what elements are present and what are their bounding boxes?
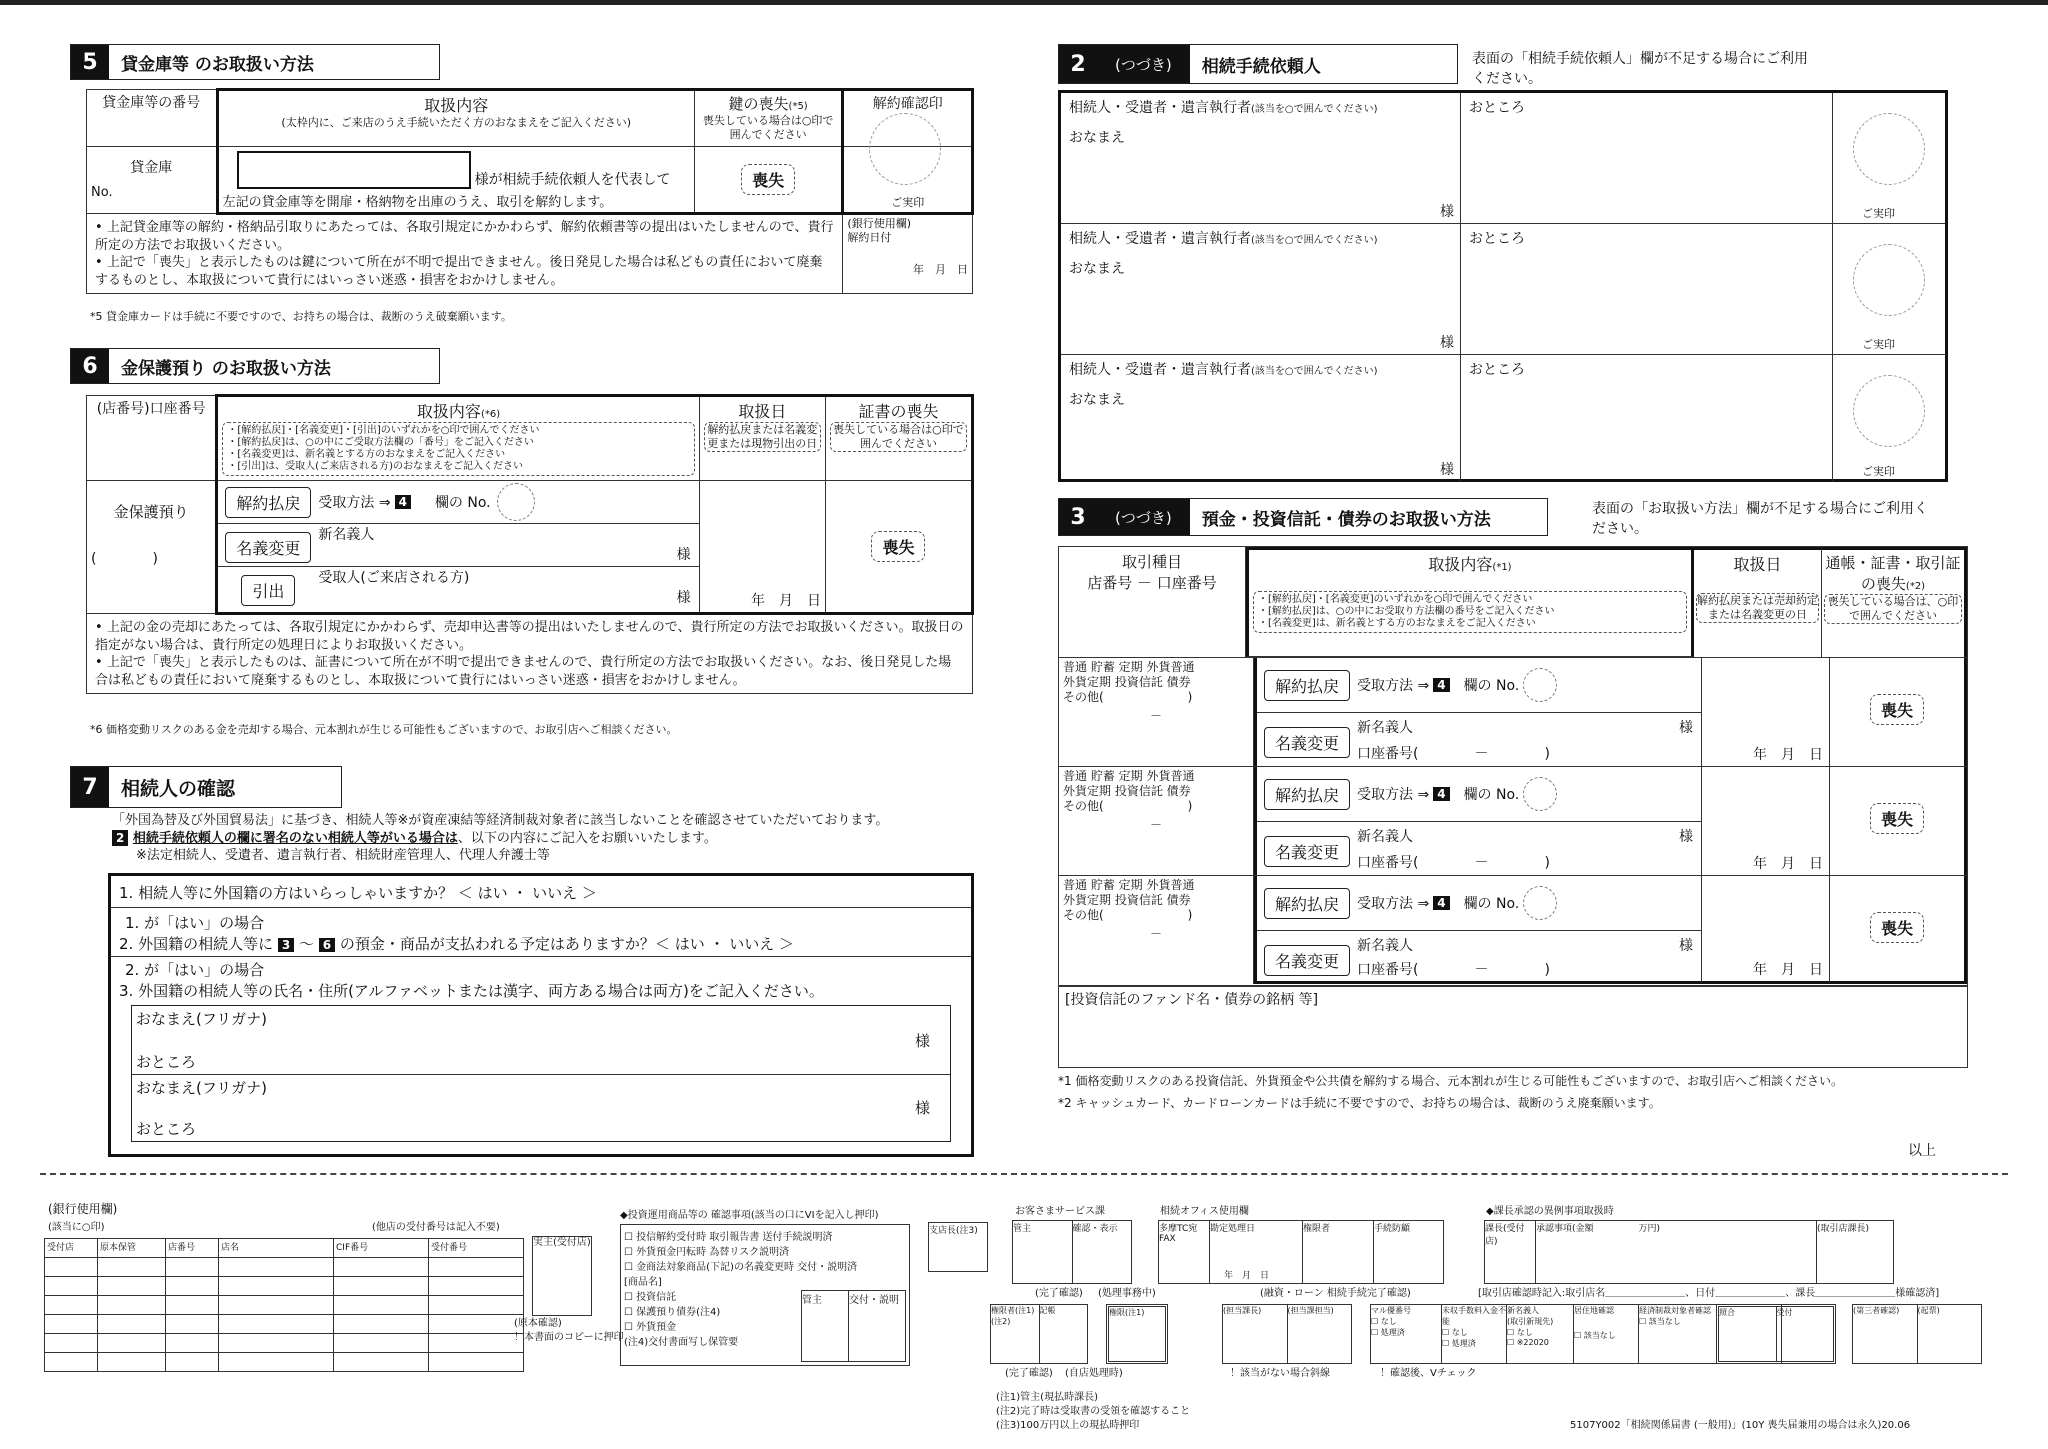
fund-name-field[interactable]: [投資信託のファンド名・債券の銘柄 等] — [1058, 986, 1968, 1068]
row-gold-label: 金保護預り ( ) — [87, 481, 217, 614]
section-3-side-note: 表面の「お取扱い方法」欄が不足する場合にご利用ください。 — [1592, 501, 1928, 537]
workflow-auth: 権限者(注1)(注2) 記帳 — [990, 1304, 1088, 1364]
workflow-authority: 権限(注1) — [1106, 1304, 1168, 1364]
lost-mark[interactable]: 喪失 — [871, 531, 925, 562]
workflow-checks: マル優番号 ☐ なし ☐ 処理済 未収手数料入金不能 ☐ なし ☐ 処理済 新名義人 (取引新規先) ☐ なし ☐ ※22020 居住地確認 ☐ 該当なし 経済制裁対象者確認 ☐ 該当なし — [1370, 1304, 1782, 1364]
section-7-intro: 「外国為替及び外国貿易法」に基づき、相続人等※が資産凍結等経済制裁対象者に該当しないことを確認させていただいております。 2 相続手続依頼人の欄に署名のない相続人等がいる場合は、以下の内容にご記入をお願いいたします。 ※法定相続人、受遺者、遺言執行者、相続財産管理人、代理人弁護士等 — [112, 813, 889, 864]
section-5-header — [70, 44, 440, 80]
section-number: 5 — [71, 45, 109, 79]
col-box-number: 貸金庫等の番号 — [87, 90, 218, 147]
bank-use-cell: (銀行使用欄) 解約日付 年 月 日 — [843, 214, 973, 294]
cs-box: 管主 確認・表示 — [1012, 1220, 1132, 1284]
bank-note-1: (注1)管主(現払時課長) — [996, 1392, 1098, 1403]
cut-line — [40, 1173, 2008, 1175]
foreign-heir-entry[interactable]: おなまえ(フリガナ) 様 おところ — [132, 1006, 950, 1075]
section-2-side-note: 表面の「相続手続依頼人」欄が不足する場合にご利用ください。 — [1472, 51, 1808, 87]
foreign-heir-entries — [131, 1005, 951, 1142]
section-title: 相続人の確認 — [121, 777, 236, 800]
bank-use-title: (銀行使用欄) — [48, 1202, 118, 1216]
receive-no-field[interactable] — [497, 483, 535, 521]
footnote-5: *5 貸金庫カードは手続に不要ですので、お持ちの場合は、裁断のうえ破棄願います。 — [90, 310, 512, 323]
section-number: 7 — [71, 767, 109, 807]
branch-head-box: 支店長(注3) — [928, 1222, 988, 1272]
workflow-manager: (担当課長) (担当課担当) — [1222, 1304, 1352, 1364]
applicant-row[interactable]: 相続人・受遺者・遺言執行者(該当を○で囲んでください) おなまえ 様 おところ ご実印 — [1061, 355, 1945, 481]
section-3-header: 3 (つづき) 預金・投資信託・債券のお取扱い方法 — [1058, 498, 1548, 536]
section-7-header — [70, 766, 342, 808]
applicant-row[interactable]: 相続人・受遺者・遺言執行者(該当を○で囲んでください) おなまえ 様 おところ ご実印 — [1061, 224, 1945, 355]
option-cancel-refund[interactable]: 解約払戻 — [225, 487, 311, 518]
footnote-3-2: *2 キャッシュカード、カードローンカードは手続に不要ですので、お持ちの場合は、裁断のうえ廃棄願います。 — [1058, 1096, 1661, 1110]
workflow-verify: 照合 受付 — [1716, 1304, 1836, 1364]
cancel-stamp-cell: ご実印 — [843, 147, 973, 214]
option-withdraw[interactable]: 引出 — [241, 575, 295, 606]
section-title: 金保護預り のお取扱い方法 — [121, 358, 331, 379]
section-6-header — [70, 348, 440, 384]
applicant-list — [1058, 90, 1948, 482]
office-box: 多摩TC宛FAX 勘定処理日 年 月 日 権限者 手続防顧 — [1158, 1220, 1444, 1284]
section-title: 貸金庫等 のお取扱い方法 — [121, 54, 314, 75]
section-2-header: 2 (つづき) 相続手続依頼人 — [1058, 44, 1458, 84]
bank-note-3: (注3)100万円以上の現払時押印 — [996, 1420, 1140, 1431]
transaction-row[interactable]: 普通 貯蓄 定期 外貨普通 外貨定期 投資信託 債券 その他( ) － 解約払戻 受取方法 ⇒ 4 欄の No. 名義変更 新名義人 様 口座番号( － ) 年 月 日 喪失 — [1059, 767, 1967, 876]
end-mark: 以上 — [1908, 1143, 1936, 1159]
representative-name-field[interactable] — [237, 151, 471, 189]
exception-box: 課長(受付店) 承認事項(金額 万円) (取引店課長) — [1484, 1220, 1894, 1284]
applicant-row[interactable]: 相続人・受遺者・遺言執行者(該当を○で囲んでください) おなまえ 様 おところ ご実印 — [1061, 93, 1945, 224]
date-cell[interactable]: 年 月 日 — [699, 481, 825, 614]
top-border — [0, 0, 2048, 5]
investment-check-box: ◆投資運用商品等の 確認事項(該当の口にVIを記入し押印) ☐ 投信解約受付時 取引報告書 送付手続説明済 ☐ 外貨預金円転時 為替リスク説明済 ☐ 金商法対象商品(下記)の名義変更時 交付・説明済 [商品名] ☐ 投資信託 ☐ 保護預り債券(注4) ☐ 外貨預金 (注4)交付書面写し保管要 管主 交付・説明 — [620, 1206, 910, 1386]
safe-deposit-table — [86, 88, 974, 294]
stamp-circle — [869, 113, 941, 185]
col-cancel-stamp: 解約確認印 — [843, 90, 973, 147]
transaction-row[interactable]: 普通 貯蓄 定期 外貨普通 外貨定期 投資信託 債券 その他( ) － 解約払戻 受取方法 ⇒ 4 欄の No. 名義変更 新名義人 様 口座番号( － ) 年 月 日 喪失 — [1059, 658, 1967, 767]
row-box-label: 貸金庫 No. — [87, 147, 218, 214]
col-cert-lost: 証書の喪失 喪失している場合は○印で囲んでください — [825, 396, 972, 481]
footnote-3-1: *1 価格変動リスクのある投資信託、外貨預金や公共債を解約する場合、元本割れが生じる可能性もございますので、お取引店へご相談ください。 — [1058, 1074, 1843, 1088]
col-account-number: (店番号)口座番号 — [87, 396, 217, 481]
custodian-box: 実主(受付店) — [532, 1236, 592, 1316]
bank-note-2: (注2)完了時は受取書の受領を確認すること — [996, 1406, 1191, 1417]
row-content: 様 が相続手続依頼人を代表して 左記の貸金庫等を開扉・格納物を出庫のうえ、取引を解約します。 — [217, 147, 694, 214]
workflow-third-party: (第三者確認) (起票) — [1852, 1304, 1982, 1364]
row-options: 解約払戻 受取方法 ⇒ 4 欄の No. 名義変更 新名義人 様 引出 受取人(ご来店される方) 様 — [217, 481, 699, 614]
transaction-row[interactable]: 普通 貯蓄 定期 外貨普通 外貨定期 投資信託 債券 その他( ) － 解約払戻 受取方法 ⇒ 4 欄の No. 名義変更 新名義人 様 口座番号( － ) 年 月 日 喪失 — [1059, 876, 1967, 984]
lost-mark[interactable]: 喪失 — [741, 164, 795, 195]
section-number: 6 — [71, 349, 109, 383]
key-lost-cell — [694, 147, 843, 214]
cert-lost-cell — [825, 481, 972, 614]
foreign-heir-box: 1. 相続人等に外国籍の方はいらっしゃいますか？ ＜ はい ・ いいえ ＞ 1. が「はい」の場合 2. 外国籍の相続人等に 3 ～ 6 の預金・商品が支払われる予定はありますか？＜ はい ・ いいえ ＞ 2. が「はい」の場合 3. 外国籍の相続人等の氏名・住所(アルファベットまたは漢字、両方ある場合は両方)をご記入ください。 おなまえ(フリガナ) 様 おところ おなまえ(フリガナ) 様 おところ — [108, 873, 974, 1157]
form-number: 5107Y002「相続関係届書 (一般用)」(10Y 喪失届兼用の場合は永久)20.06 — [1570, 1420, 1911, 1431]
bank-use-table: 受付店 原本保管 店番号 店名 CIF番号 受付番号 — [44, 1238, 524, 1372]
col-date: 取扱日 解約払戻または名義変更または現物引出の日 — [699, 396, 825, 481]
footnote-6: *6 価格変動リスクのある金を売却する場合、元本割れが生じる可能性もございますので、お取引店へご相談ください。 — [90, 723, 678, 736]
deposit-table: 取引種目 店番号 － 口座番号 取扱内容(*1) ・[解約払戻]・[名義変更]のいずれかを○印で囲んでください ・[解約払戻]は、○の中にお受取り方法欄の番号をご記入ください ・[名義変更]は、新名義とする方のおなまえをご記入ください 取扱日 解約払戻または売却約定または名義変更の日 通帳・証書・取引証の喪失(*2) 喪失している場合は、○印で囲んでください 普通 貯蓄 定期 外貨普通 外貨定期 投資信託 債券 その他( ) － 解約払戻 受取方法 ⇒ 4 欄の No. 名義変更 新名義人 様 口座番号( － ) 年 月 日 喪失 普通 貯蓄 定期 外貨普通 外貨定期 投資信託 債券 その他( ) － 解約払戻 受取方法 ⇒ 4 欄の No. 名義変更 新名義人 様 口座番号( － ) 年 月 日 喪失 普通 貯蓄 定期 外貨普通 外貨定期 投資信託 債券 その他( ) － 解約払戻 受取方法 ⇒ 4 欄の No. 名義変更 新名義人 様 口座番号( － ) 年 月 日 喪失 — [1058, 546, 1968, 986]
gold-custody-table — [86, 394, 974, 694]
foreign-heir-entry[interactable]: おなまえ(フリガナ) 様 おところ — [136, 1079, 930, 1138]
section-6-notes: • 上記の金の売却にあたっては、各取引規定にかかわらず、売却申込書等の提出はいたしませんので、貴行所定の方法でお取扱いください。取扱日の指定がない場合は、貴行所定の処理日によりお取扱いください。 • 上記で「喪失」と表示したものは、証書について所在が不明で提出できませんので、貴行所定の方法でお取扱いください。なお、後日発見した場合は私どもの責任において廃棄するものとし、本取扱について貴行にはいっさい迷惑・損害をおかけしません。 — [87, 614, 973, 694]
col-content: 取扱内容 (太枠内に、ご来店のうえ手続いただく方のおなまえをご記入ください) — [217, 90, 694, 147]
section-5-notes: • 上記貸金庫等の解約・格納品引取りにあたっては、各取引規定にかかわらず、解約依頼書等の提出はいたしませんので、貴行所定の方法でお取扱いください。 • 上記で「喪失」と表示したものは鍵について所在が不明で提出できません。後日発見した場合は私どもの責任において廃棄するものとし、本取扱について貴行にはいっさい迷惑・損害をおかけしません。 — [87, 214, 843, 294]
col-content: 取扱内容(*6) ・[解約払戻]・[名義変更]・[引出]のいずれかを○印で囲んでください ・[解約払戻]は、○の中にご受取方法欄の「番号」をご記入ください ・[名義変更]は、新名義とする方のおなまえをご記入ください ・[引出]は、受取人(ご来店される方)のおなまえをご記入ください — [217, 396, 699, 481]
option-name-change[interactable]: 名義変更 — [225, 532, 311, 563]
col-key-lost: 鍵の喪失(*5) 喪失している場合は○印で囲んでください — [694, 90, 843, 147]
